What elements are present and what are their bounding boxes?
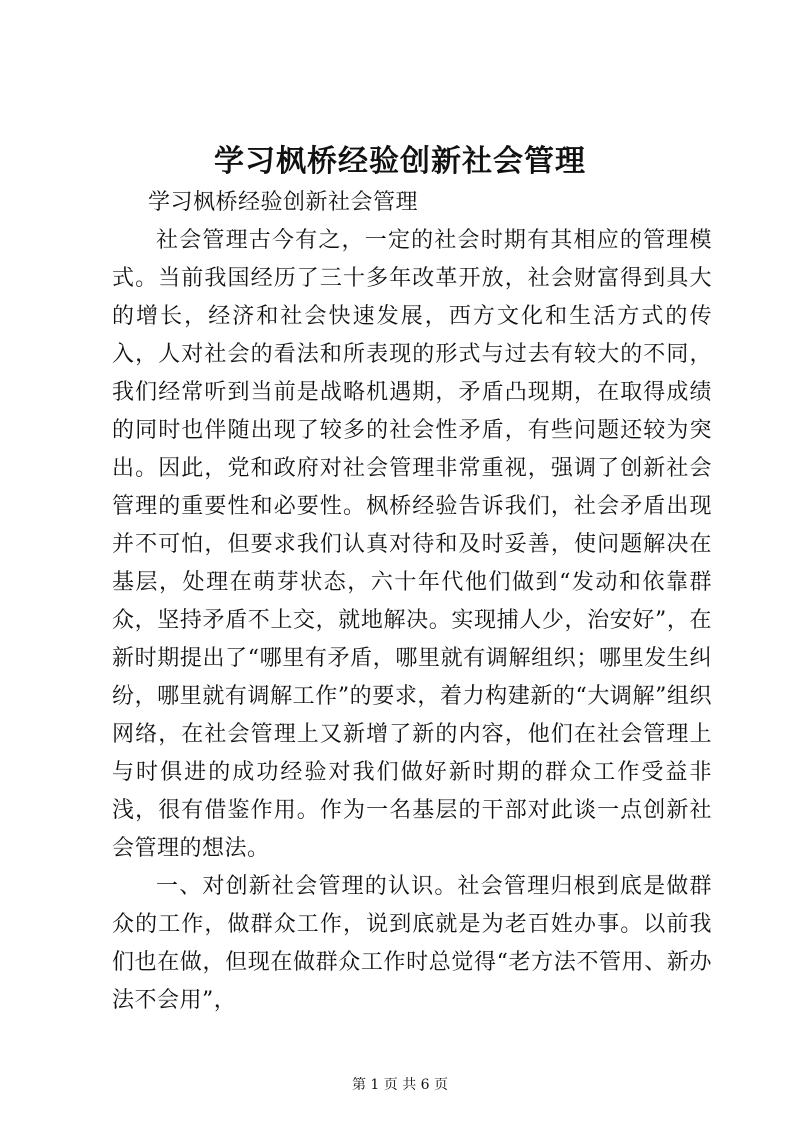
document-body xyxy=(112,184,712,1020)
paragraph-intro: 社会管理古今有之，一定的社会时期有其相应的管理模式。当前我国经历了三十多年改革开放，社会财富得到具大的增长，经济和社会快速发展，西方文化和生活方式的传入，人对社会的看法和所表现的形式与过去有较大的不同，我们经常听到当前是战略机遇期，矛盾凸现期，在取得成绩的同时也伴随出现了较多的社会性矛盾，有些问题还较为突出。因此，党和政府对社会管理非常重视，强调了创新社会管理的重要性和必要性。枫桥经验告诉我们，社会矛盾出现并不可怕，但要求我们认真对待和及时妥善，使问题解决在基层，处理在萌芽状态，六十年代他们做到“发动和依靠群众，坚持矛盾不上交，就地解决。实现捕人少，治安好”，在新时期提出了“哪里有矛盾，哪里就有调解组织；哪里发生纠纷，哪里就有调解工作”的要求，着力构建新的“大调解”组织网络，在社会管理上又新增了新的内容，他们在社会管理上与时俱进的成功经验对我们做好新时期的群众工作受益非浅，很有借鉴作用。作为一名基层的干部对此谈一点创新社会管理的想法。 xyxy=(112,228,712,861)
page-footer: 第 1 页 共 6 页 xyxy=(351,1077,449,1093)
document-subtitle: 学习枫桥经验创新社会管理 xyxy=(148,190,419,215)
paragraph-section-one: 一、对创新社会管理的认识。社会管理归根到底是做群众的工作，做群众工作，说到底就是为老百姓办事。以前我们也在做，但现在做群众工作时总觉得“老方法不管用、新办法不会用”， xyxy=(112,874,712,1013)
document-title: 学习枫桥经验创新社会管理 xyxy=(214,144,586,179)
